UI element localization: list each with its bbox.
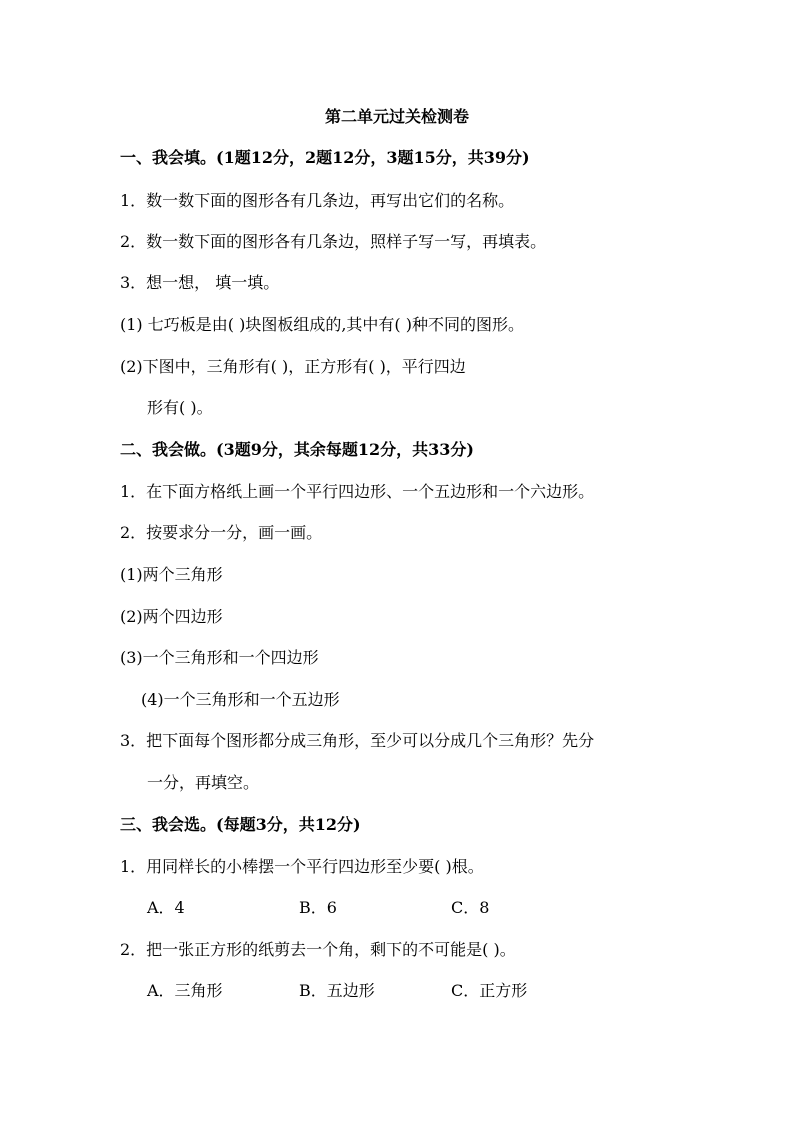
question-2-2-2: (2)两个四边形 — [120, 607, 223, 626]
option-3-2-a: A．三角形 — [147, 981, 223, 1000]
option-3-1-b: B．6 — [299, 898, 337, 917]
question-2-3-line2: 一分，再填空。 — [147, 773, 260, 792]
question-2-2-4: (4)一个三角形和一个五边形 — [141, 690, 340, 709]
question-3-1: 1．用同样长的小棒摆一个平行四边形至少要( )根。 — [120, 857, 484, 876]
question-2-2: 2．按要求分一分，画一画。 — [120, 523, 323, 542]
question-1-3: 3．想一想， 填一填。 — [120, 273, 280, 292]
section-heading-choose: 三、我会选。(每题3分，共12分) — [120, 815, 361, 834]
section-heading-do: 二、我会做。(3题9分，其余每题12分，共33分) — [120, 440, 474, 459]
question-1-3-2-line1: (2)下图中，三角形有( )，正方形有( )，平行四边 — [120, 357, 466, 376]
option-3-1-c: C．8 — [451, 898, 490, 917]
question-2-1: 1．在下面方格纸上画一个平行四边形、一个五边形和一个六边形。 — [120, 482, 595, 501]
question-2-2-1: (1)两个三角形 — [120, 565, 223, 584]
question-2-3-line1: 3．把下面每个图形都分成三角形，至少可以分成几个三角形？先分 — [120, 731, 595, 750]
question-1-1: 1．数一数下面的图形各有几条边，再写出它们的名称。 — [120, 191, 515, 210]
page-title: 第二单元过关检测卷 — [324, 107, 469, 126]
option-3-2-c: C．正方形 — [451, 981, 528, 1000]
question-1-3-1: (1) 七巧板是由( )块图板组成的,其中有( )种不同的图形。 — [120, 315, 524, 334]
question-3-2: 2．把一张正方形的纸剪去一个角，剩下的不可能是( )。 — [120, 940, 516, 959]
option-3-1-a: A．4 — [147, 898, 185, 917]
question-2-2-3: (3)一个三角形和一个四边形 — [120, 648, 319, 667]
section-heading-fill: 一、我会填。(1题12分，2题12分，3题15分，共39分) — [120, 148, 530, 167]
question-1-3-2-line2: 形有( )。 — [147, 398, 213, 417]
option-3-2-b: B．五边形 — [299, 981, 375, 1000]
question-1-2: 2．数一数下面的图形各有几条边，照样子写一写，再填表。 — [120, 232, 547, 251]
